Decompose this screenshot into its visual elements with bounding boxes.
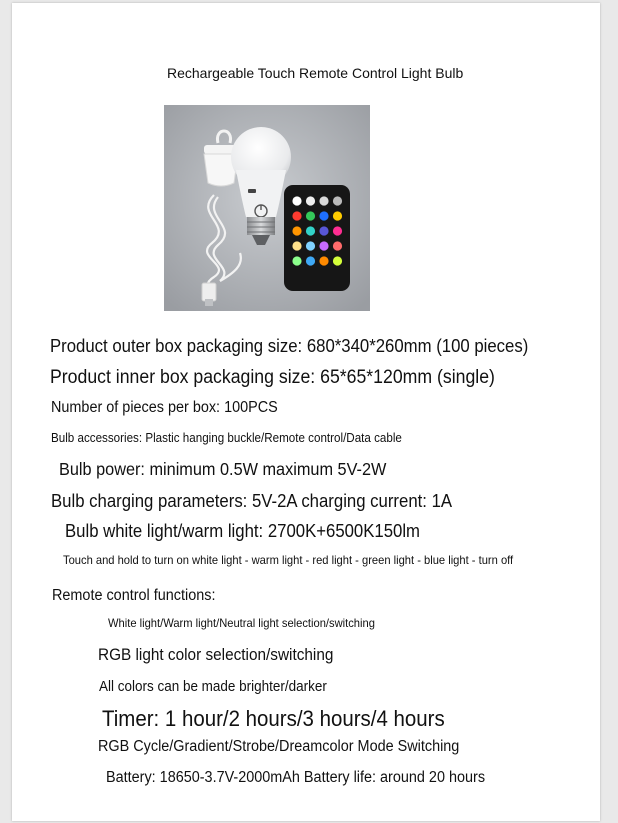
remote-button [306, 196, 315, 205]
remote-button [292, 196, 301, 205]
usb-connector [205, 299, 213, 306]
remote-button [319, 196, 328, 205]
doc-line-5: Bulb power: minimum 0.5W maximum 5V-2W [59, 459, 387, 479]
doc-line-13: Timer: 1 hour/2 hours/3 hours/4 hours [102, 706, 445, 731]
document-page [12, 3, 600, 821]
doc-line-7: Bulb white light/warm light: 2700K+6500K150lm [65, 521, 421, 541]
document-title: Rechargeable Touch Remote Control Light Bulb [167, 65, 464, 81]
doc-line-1: Product outer box packaging size: 680*340*260mm (100 pieces) [50, 336, 529, 356]
remote-button [333, 211, 342, 220]
remote-control [284, 185, 350, 291]
doc-line-11: RGB light color selection/switching [98, 646, 334, 664]
doc-line-6: Bulb charging parameters: 5V-2A charging current: 1A [51, 491, 453, 511]
remote-button [319, 256, 328, 265]
remote-button [306, 226, 315, 235]
remote-button [333, 256, 342, 265]
doc-line-2: Product inner box packaging size: 65*65*120mm (single) [50, 367, 495, 388]
doc-line-3: Number of pieces per box: 100PCS [51, 399, 278, 416]
remote-button [333, 196, 342, 205]
remote-button [333, 241, 342, 250]
doc-line-8: Touch and hold to turn on white light - warm light - red light - green light - blue light - turn off [63, 553, 514, 567]
product-photo-illustration [164, 105, 370, 311]
remote-button [333, 226, 342, 235]
remote-button [319, 241, 328, 250]
doc-line-15: Battery: 18650-3.7V-2000mAh Battery life: around 20 hours [106, 769, 486, 786]
remote-button [306, 211, 315, 220]
doc-line-4: Bulb accessories: Plastic hanging buckle/Remote control/Data cable [51, 431, 402, 445]
doc-line-14: RGB Cycle/Gradient/Strobe/Dreamcolor Mode Switching [98, 738, 460, 755]
product-photo [164, 105, 370, 311]
doc-line-12: All colors can be made brighter/darker [99, 679, 327, 695]
remote-button [292, 211, 301, 220]
remote-button [292, 226, 301, 235]
doc-line-9: Remote control functions: [52, 587, 216, 604]
remote-button [292, 241, 301, 250]
remote-button [292, 256, 301, 265]
usb-plug-icon [202, 283, 216, 301]
remote-button [319, 226, 328, 235]
remote-button [306, 256, 315, 265]
doc-line-10: White light/Warm light/Neutral light selection/switching [108, 616, 375, 630]
remote-button [319, 211, 328, 220]
remote-button [306, 241, 315, 250]
